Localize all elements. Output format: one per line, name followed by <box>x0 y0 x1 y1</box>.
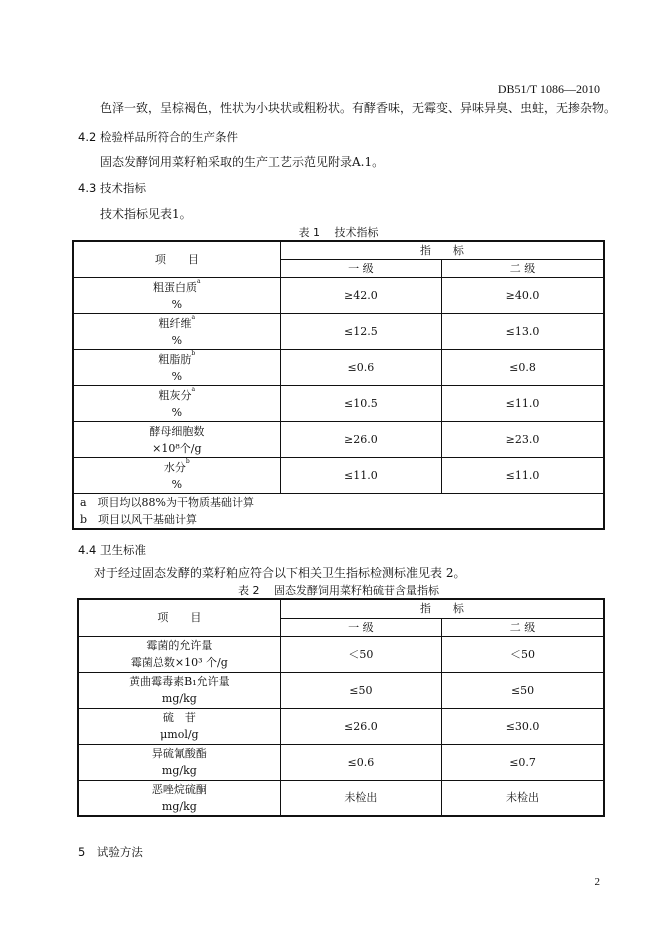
table-row <box>73 314 604 350</box>
grade1-value: ＜50 <box>280 636 441 672</box>
grade2-value: ≤0.8 <box>442 350 604 386</box>
grade1-value: ≤10.5 <box>280 386 441 422</box>
table2-header-grade2: 二 级 <box>442 618 604 636</box>
table1-header-grade2: 二 级 <box>442 260 604 278</box>
item-cell: 粗灰分$^a$ % <box>73 386 280 422</box>
section-4-2-text: 固态发酵饲用菜籽粕采取的生产工艺示范见附录A.1。 <box>100 155 385 169</box>
grade1-value: ≤50 <box>280 672 441 708</box>
table1-header-grade1: 一 级 <box>280 260 441 278</box>
table1-header-item: 项 目 <box>73 241 280 278</box>
section-4-3-title: 4.3 技术指标 <box>78 181 146 195</box>
grade1-value: 未检出 <box>280 780 441 816</box>
grade2-value: ≤13.0 <box>442 314 604 350</box>
grade2-value: 未检出 <box>442 780 604 816</box>
grade2-value: ≤30.0 <box>442 708 604 744</box>
item-cell: 黄曲霉毒素B₁允许量 mg/kg <box>78 672 280 708</box>
intro-paragraph: 色泽一致，呈棕褐色，性状为小块状或粗粉状。有酵香味，无霉变、异味异臭、虫蛀，无掺杂物。 <box>100 101 617 115</box>
footnote-a: a 项目均以88%为干物质基础计算 <box>80 496 255 509</box>
grade2-value: ＜50 <box>442 636 604 672</box>
item-cell: 异硫氰酸酯 mg/kg <box>78 744 280 780</box>
item-cell: 粗蛋白质$^a$ % <box>73 278 280 314</box>
grade2-value: ≤11.0 <box>442 386 604 422</box>
table2-caption: 表 2 固态发酵饲用菜籽粕硫苷含量指标 <box>238 584 439 597</box>
table2-header-index: 指 标 <box>280 599 604 618</box>
item-cell: 酵母细胞数 ×10⁸个/g <box>73 422 280 458</box>
table-row <box>78 744 604 780</box>
grade1-value: ≤26.0 <box>280 708 441 744</box>
table-row <box>73 350 604 386</box>
grade1-value: ≥42.0 <box>280 278 441 314</box>
grade1-value: ≤0.6 <box>280 350 441 386</box>
grade2-value: ≤50 <box>442 672 604 708</box>
table2-header-grade1: 一 级 <box>280 618 441 636</box>
section-4-4-text: 对于经过固态发酵的菜籽粕应符合以下相关卫生指标检测标准见表 2。 <box>94 566 466 580</box>
section-4-4-title: 4.4 卫生标准 <box>78 543 146 557</box>
footnote-b: b 项目以风干基础计算 <box>80 513 198 526</box>
table-row <box>73 278 604 314</box>
item-cell: 霉菌的允许量 霉菌总数×10³ 个/g <box>78 636 280 672</box>
table1-header-index: 指 标 <box>280 241 604 260</box>
table-row <box>78 636 604 672</box>
item-cell: 硫 苷 μmol/g <box>78 708 280 744</box>
page-number: 2 <box>594 876 600 888</box>
table-hygiene-indices <box>77 598 605 817</box>
grade1-value: ≤12.5 <box>280 314 441 350</box>
table-row <box>73 458 604 494</box>
item-cell: 粗纤维$^a$ % <box>73 314 280 350</box>
table-row <box>78 708 604 744</box>
table-row <box>73 386 604 422</box>
grade2-value: ≥40.0 <box>442 278 604 314</box>
table2-header-item: 项 目 <box>78 599 280 636</box>
table-row <box>73 422 604 458</box>
section-4-3-text: 技术指标见表1。 <box>100 207 192 221</box>
table-row <box>78 780 604 816</box>
table1-footnotes <box>73 494 604 530</box>
item-cell: 恶唑烷硫酮 mg/kg <box>78 780 280 816</box>
table-row <box>78 672 604 708</box>
section-4-2-title: 4.2 检验样品所符合的生产条件 <box>78 130 238 144</box>
item-cell: 粗脂肪$^b$ % <box>73 350 280 386</box>
section-5-title: 5 试验方法 <box>78 845 143 859</box>
item-cell: 水分$^b$ % <box>73 458 280 494</box>
grade2-value: ≤0.7 <box>442 744 604 780</box>
table-technical-indices <box>72 240 605 530</box>
doc-code-header: DB51/T 1086—2010 <box>497 82 600 96</box>
grade1-value: ≤11.0 <box>280 458 441 494</box>
grade2-value: ≤11.0 <box>442 458 604 494</box>
grade1-value: ≥26.0 <box>280 422 441 458</box>
grade1-value: ≤0.6 <box>280 744 441 780</box>
table1-caption: 表 1 技术指标 <box>298 226 379 239</box>
grade2-value: ≥23.0 <box>442 422 604 458</box>
